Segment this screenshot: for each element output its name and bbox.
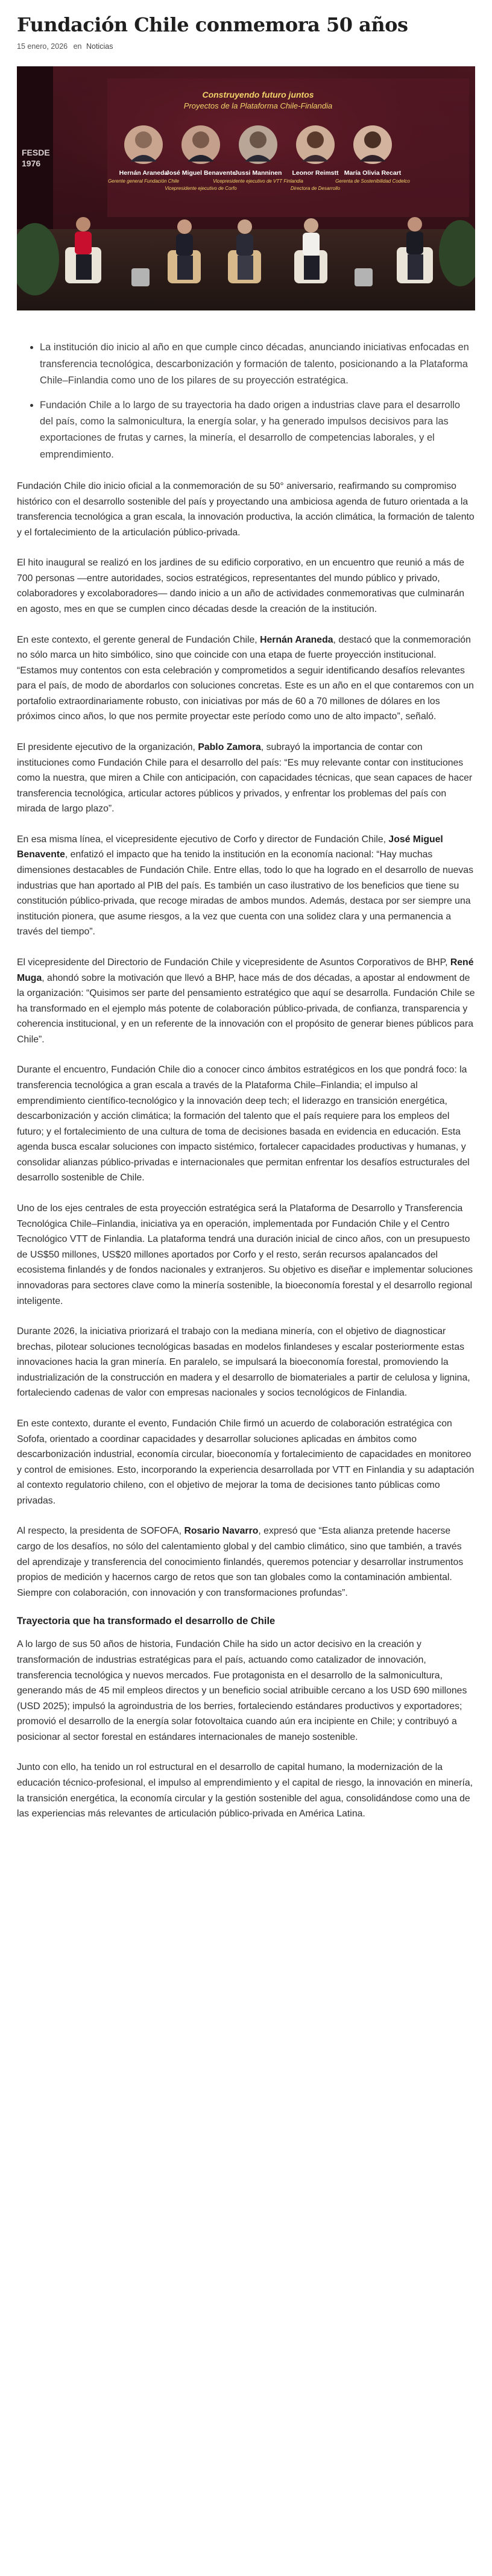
highlight-item: • Fundación Chile a lo largo de su trayectoria ha dado origen a industrias clave para el desarrollo del país, como la salmonicultura, la energía solar, y ha generado impulsos decisivos para las exportaciones de frutas y carnes, la minería, el desarrollo de competencias laborales, y el emprendimiento. [40, 397, 475, 463]
article [17, 13, 475, 1822]
speaker-role: Gerente general Fundación Chile [108, 178, 179, 184]
event-photo [17, 66, 475, 310]
category-link[interactable]: Noticias [86, 42, 113, 51]
paragraph: El hito inaugural se realizó en los jardines de su edificio corporativo, en un encuentro que reunió a más de 700 personas —entre autoridades, socios estratégicos, representantes del mundo público y privado, colaboradores y excolaboradores— dando inicio a un año de actividades conmemorativas que culminarán en agosto, mes en que se cumplen cinco décadas desde la creación de la institución. [17, 558, 465, 614]
side-table [355, 268, 373, 286]
paragraph-text: , expresó que “Esta alianza pretende hacerse cargo de los desafíos, no sólo del calentamiento global y del cambio climático, sino que también, a través del aprendizaje y transferencia del conocimiento finlandés, queremos potenciar y desarrollar instrumentos propios de medición y hacernos cargo de retos que son tan globales como la contaminación ambiental. Siempre con colaboración, con innovación y con transformaciones profundas”. [17, 1526, 464, 1598]
paragraph: Uno de los ejes centrales de esta proyección estratégica será la Plataforma de Desarrollo y Transferencia Tecnológica Chile–Finlandia, iniciativa ya en operación, implementada por Fundación Chile y el Centro Tecnológico VTT de Finlandia. La plataforma tendrá una duración inicial de cinco años, con un presupuesto de US$50 millones, US$20 millones aportados por Corfo y el resto, serán recursos apalancados del ecosistema finlandés y de fondos nacionales y extranjeros. Su objetivo es diseñar e implementar soluciones innovadoras para sectores clave como la minería sostenible, la bioeconomía forestal y el desarrollo regional inteligente. [17, 1203, 473, 1306]
person-name: René Muga [17, 957, 474, 983]
hero-image [17, 66, 475, 310]
paragraph [17, 1523, 475, 1601]
speaker-role: Gerenta de Sostenibilidad Codelco [335, 178, 410, 184]
paragraph: Durante el encuentro, Fundación Chile dio a conocer cinco ámbitos estratégicos en los que pondrá foco: la transferencia tecnológica a gran escala a través de la Plataforma Chile–Finlandia; el impulso al emprendimiento científico-tecnológico y la innovación deep tech; el liderazgo en transición energética, descarbonización y acción climática; la formación del talento que el país requiere para los empleos del futuro; y el fortalecimiento de una cultura de toma de decisiones basada en evidencia en educación. Esta agenda busca escalar soluciones con impacto sistémico, fortalecer capacidades productivas y humanas, y consolidar alianzas público-privadas e internacionales que permitan enfrentar los desafíos estructurales del desarrollo sostenible de Chile. [17, 1065, 470, 1183]
speaker-role: Vicepresidente ejecutivo de VTT Finlandia [213, 178, 303, 184]
article-date: 15 enero, 2026 [17, 42, 68, 51]
speaker-name: Leonor Reimstt [292, 169, 339, 177]
category-prefix: en [73, 42, 82, 51]
paragraph: En este contexto, durante el evento, Fundación Chile firmó un acuerdo de colaboración estratégica con Sofofa, orientado a coordinar capacidades y desarrollar soluciones aplicadas en ámbitos como descarbonización industrial, economía circular, bioeconomía y fortalecimiento de capacidades en monitoreo y control de emisiones. Esto, incorporando la experiencia desarrollada por VTT en Finlandia y su adaptación al contexto regulatorio chileno, con el objetivo de mejorar la toma de decisiones tanto públicas como privadas. [17, 1418, 475, 1506]
person-name: Hernán Araneda [260, 634, 333, 645]
section-heading: Trayectoria que ha transformado el desarrollo de Chile [17, 1616, 276, 1627]
paragraph [17, 740, 475, 817]
page-title: Fundación Chile conmemora 50 años [17, 13, 408, 36]
paragraph-text: Al respecto, la presidenta de SOFOFA, [17, 1526, 184, 1537]
speaker-name: María Olivia Recart [344, 169, 402, 177]
side-table [131, 268, 150, 286]
banner-title: Construyendo futuro juntos [202, 90, 314, 100]
paragraph: Durante 2026, la iniciativa priorizará el trabajo con la mediana minería, con el objetivo de diagnosticar brechas, pilotear soluciones tecnológicas basadas en modelos finlandeses y escalar posteriormente estas innovaciones hacia la gran minería. En paralelo, se impulsará la bioeconomía forestal, promoviendo la industrialización de la construcción en madera y el desarrollo de biomateriales a partir de celulosa y lignina, fortaleciendo cadenas de valor con empresas nacionales y socios tecnológicos de Finlandia. [17, 1326, 470, 1399]
speaker-portrait [353, 125, 392, 164]
paragraph-text: En esa misma línea, el vicepresidente ejecutivo de Corfo y director de Fundación Chile, [17, 834, 389, 845]
paragraph [17, 955, 475, 1047]
speaker-portrait [296, 125, 335, 164]
paragraph-text: El presidente ejecutivo de la organización, [17, 742, 198, 753]
paragraph: Junto con ello, ha tenido un rol estructural en el desarrollo de capital humano, la modernización de la educación técnico-profesional, el impulso al emprendimiento y el capital de riesgo, la innovación en minería, la transición energética, la economía circular y la gestión sostenible del agua, consolidándose como una de las experiencias más relevantes de articulación público-privada en América Latina. [17, 1762, 473, 1819]
speaker-name: José Miguel Benavente [165, 169, 236, 177]
highlight-item: • La institución dio inicio al año en que cumple cinco décadas, anunciando iniciativas enfocadas en transferencia tecnológica, descarbonización y formación de talento, posicionando a la Plataforma Chile–Finlandia como uno de los pilares de su proyección estratégica. [40, 339, 475, 389]
paragraph-text: , enfatizó el impacto que ha tenido la institución en la economía nacional: “Hay muchas dimensiones destacables de Fundación Chile. Entre ellas, todo lo que ha logrado en el desarrollo de nuevas industrias que han aportado al PIB del país. Es también un caso ilustrativo de los beneficios que tiene su constitución público-privada, que recoge miradas de ambos mundos. Además, destaca por ser siempre una institución pionera, que asume riesgos, a la vez que cuenta con una solidez clara y una permanencia a través del tiempo”. [17, 849, 473, 937]
paragraph-text: , ahondó sobre la motivación que llevó a BHP, hace más de dos décadas, a apostar al endowment de la organización: “Quisimos ser parte del pensamiento estratégico que aquí se desarrolla. Fundación Chile se ha transformado en el ejemplo más potente de colaboración público-privada, de confianza, transparencia y coherencia institucional, y en un referente de la innovación con el propósito de generar bienes públicos para Chile”. [17, 972, 475, 1045]
paragraph-text: , subrayó la importancia de contar con instituciones como Fundación Chile para el desarrollo del país: “Es muy relevante contar con instituciones como la nuestra, que miren a Chile con anticipación, con capacidades técnicas, que sean capaces de hacer transferencia tecnológica, articular actores públicos y privados, y enfrentar los problemas del país con mirada de largo plazo”. [17, 742, 473, 814]
side-text-2: 1976 [22, 159, 41, 169]
paragraph-text: , destacó que la conmemoración no sólo marca un hito simbólico, sino que coincide con una etapa de fuerte proyección institucional. “Estamos muy contentos con esta celebración y comprometidos a seguir identificando desafíos relevantes para el país, de modo de abordarlos con soluciones concretas. Este es un año en el que contaremos con un portafolio extraordinariamente robusto, con iniciativas por más de 60 a 70 millones de dólares en los próximos cinco años, lo que nos permite proyectar este período como uno de alto impacto”, señaló. [17, 634, 474, 722]
speaker-portrait [181, 125, 220, 164]
speaker-name: Hernán Araneda [119, 169, 168, 177]
paragraph [17, 832, 475, 940]
paragraph [17, 632, 475, 725]
paragraph-text: En este contexto, el gerente general de Fundación Chile, [17, 634, 260, 645]
person-name: Pablo Zamora [198, 742, 261, 753]
speaker-name: Jussi Manninen [234, 169, 282, 177]
person-name: Rosario Navarro [184, 1526, 259, 1537]
banner-subtitle: Proyectos de la Plataforma Chile-Finlandia [183, 101, 333, 111]
person-name: José Miguel Benavente [17, 834, 443, 860]
paragraph: A lo largo de sus 50 años de historia, Fundación Chile ha sido un actor decisivo en la creación y transformación de industrias estratégicas para el país, actuando como catalizador de innovación, transferencia tecnológica y nuevos mercados. Fue protagonista en el desarrollo de la salmonicultura, generando más de 45 mil empleos directos y un beneficio social atribuible cercano a los USD 690 millones (USD 2025); impulsó la agroindustria de los berries, fortaleciendo estándares productivos y exportadores; promovió el desarrollo de la energía solar fotovoltaica cuando aún era incipiente en Chile; y contribuyó a posicionar al sector forestal en estándares internacionales de manejo sostenible. [17, 1639, 467, 1742]
paragraph: Fundación Chile dio inicio oficial a la conmemoración de su 50° aniversario, reafirmando su compromiso histórico con el desarrollo sostenible del país y proyectando una ambiciosa agenda de futuro orientada a la transferencia tecnológica a gran escala, la innovación productiva, la acción climática, la formación de talento y el fortalecimiento de la articulación público-privada. [17, 480, 475, 538]
speaker-portrait [239, 125, 277, 164]
highlights-list [17, 339, 475, 463]
speaker-role: Directora de Desarrollo [290, 186, 341, 192]
paragraph-text: El vicepresidente del Directorio de Fundación Chile y vicepresidente de Asuntos Corporativos de BHP, [17, 957, 450, 968]
speaker-role: Vicepresidente ejecutivo de Corfo [165, 186, 237, 192]
side-text-1: FESDE [22, 148, 50, 158]
article-meta [17, 42, 475, 51]
speaker-portrait [124, 125, 163, 164]
